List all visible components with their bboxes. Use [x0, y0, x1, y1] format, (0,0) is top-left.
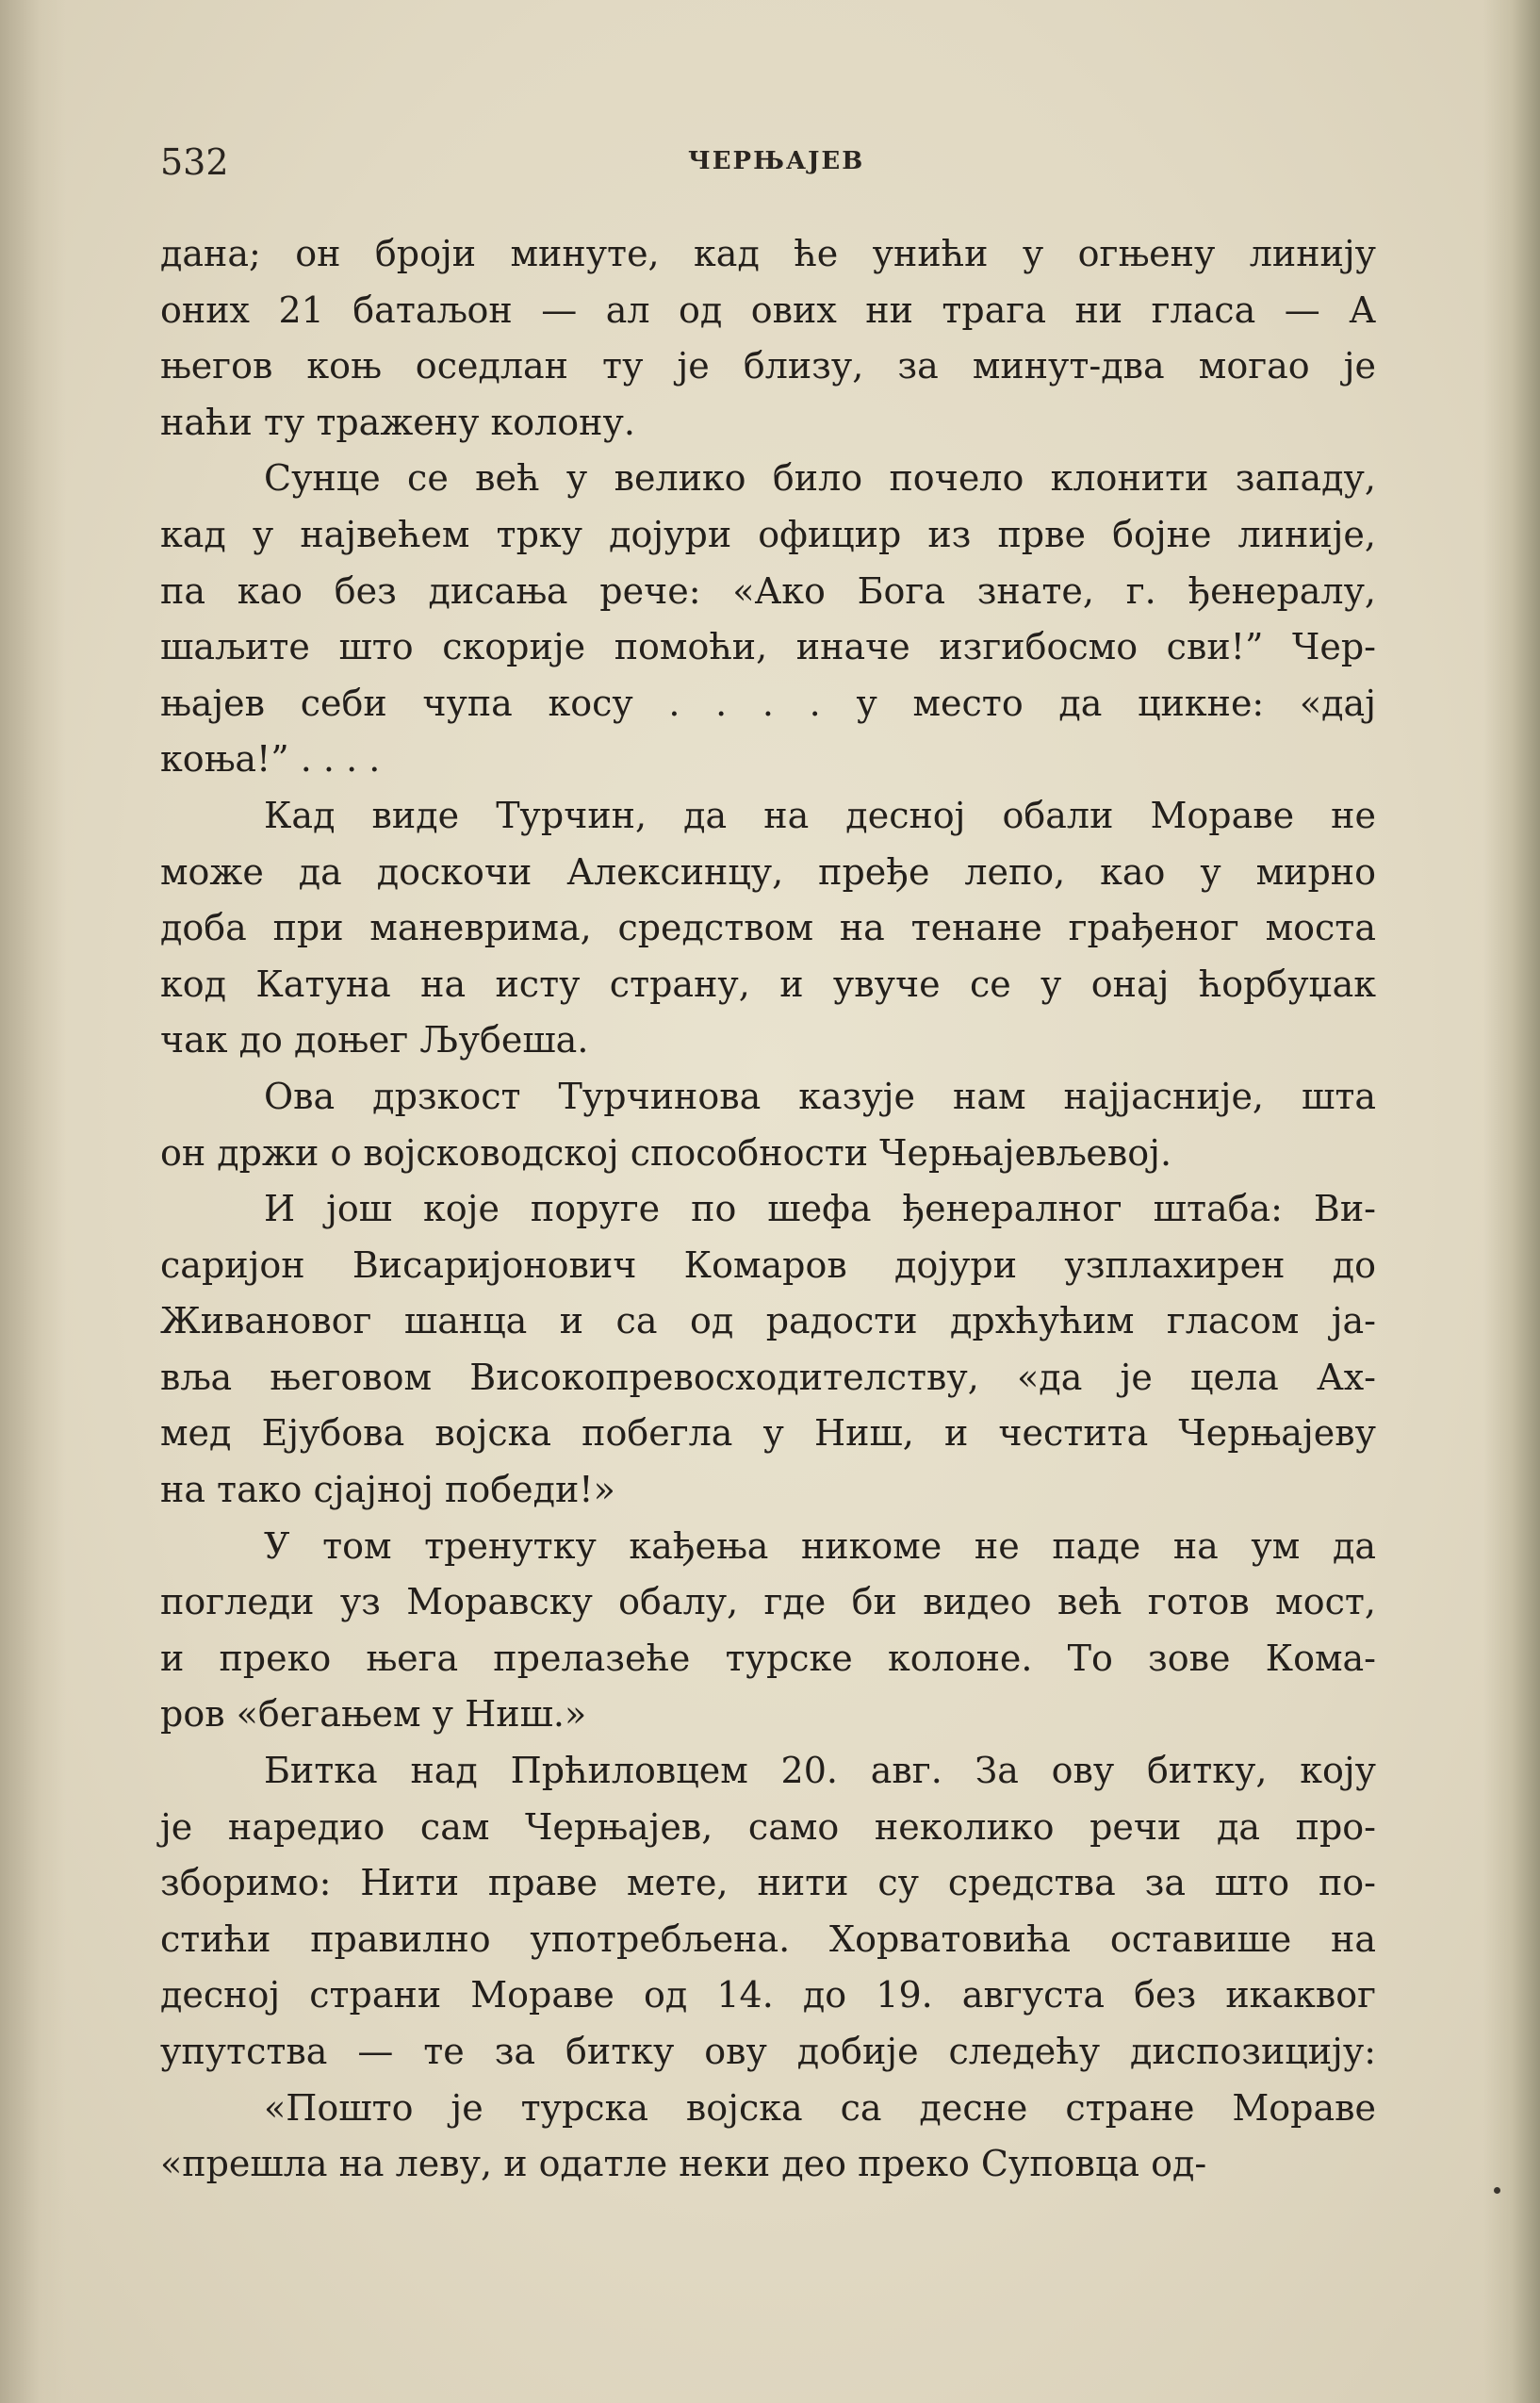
text-line: оних 21 батаљон — ал од ових ни трага ни гласа — А [160, 288, 1376, 331]
text-line: саријон Висаријонович Комаров дојури узплахирен до [160, 1243, 1376, 1286]
text-line: кад у највећем трку дојури официр из прве бојне линије, [160, 513, 1376, 555]
binding-shadow [0, 0, 66, 2403]
text-line: Живановог шанца и са од радости дрхћућим гласом ја- [160, 1300, 1376, 1342]
text-line: чак до доњег Љубеша. [160, 1019, 589, 1062]
text-line: зборимо: Нити праве мете, нити су средства за што по- [160, 1862, 1376, 1904]
text-line: његов коњ оседлан ту је близу, за минут-два могао је [160, 345, 1376, 387]
page-number: 532 [160, 141, 229, 183]
text-line: њајев себи чупа косу . . . . у место да цикне: «дај [160, 682, 1376, 724]
text-line: погледи уз Моравску обалу, где би видео већ готов мост, [160, 1581, 1376, 1623]
text-line: код Катуна на исту страну, и увуче се у онај ћорбуџак [160, 963, 1376, 1005]
text-line: Битка над Прћиловцем 20. авг. За ову битку, коју [264, 1750, 1376, 1792]
text-line: наћи ту тражену колону. [160, 401, 635, 443]
text-line: Кад виде Турчин, да на десној обали Мораве не [264, 794, 1376, 836]
text-line: «прешла на леву, и одатле неки део преко Суповца од- [160, 2143, 1207, 2185]
text-line: дана; он броји минуте, кад ће унићи у огњену линију [160, 233, 1376, 274]
text-line: је наредио сам Черњајев, само неколико речи да про- [160, 1805, 1376, 1848]
running-head: ЧЕРЊАЈЕВ [688, 147, 865, 175]
text-line: ров «бегањем у Ниш.» [160, 1693, 587, 1736]
text-line: И још које поруге по шефа ђенералног штаба: Ви- [264, 1188, 1376, 1230]
text-line: доба при маневрима, средством на тенане грађеног моста [160, 907, 1376, 949]
text-line: може да доскочи Алексинцу, пређе лепо, као у мирно [160, 850, 1376, 893]
text-line: стићи правилно употребљена. Хорватовића оставише на [160, 1917, 1376, 1960]
text-line: Ова дрзкост Турчинова казује нам најјасније, шта [264, 1075, 1376, 1117]
text-line: па као без дисања рече: «Ако Бога знате, г. ђенералу, [160, 569, 1376, 612]
print-speck [1494, 2187, 1500, 2194]
body-text [160, 226, 1376, 2193]
page-header [160, 141, 1385, 198]
text-line: шаљите што скорије помоћи, иначе изгибосмо сви!” Чер- [160, 626, 1376, 668]
text-line: Сунце се већ у велико било почело клонити западу, [264, 457, 1376, 500]
text-line: коња!” . . . . [160, 738, 381, 781]
text-line: мед Ејубова војска побегла у Ниш, и честита Черњајеву [160, 1412, 1376, 1455]
text-line: «Пошто је турска војска са десне стране Мораве [264, 2086, 1376, 2129]
text-line: и преко њега прелазеће турске колоне. То зове Кома- [160, 1637, 1376, 1679]
text-line: У том тренутку кађења никоме не паде на ум да [264, 1524, 1376, 1567]
text-line: десној страни Мораве од 14. до 19. августа без икаквог [160, 1974, 1376, 2016]
text-line: на тако сјајној победи!» [160, 1469, 615, 1511]
text-line: упутства — те за битку ову добије следећу диспозицију: [160, 2031, 1376, 2072]
page-edge-shadow [1483, 0, 1540, 2403]
text-line: вља његовом Високопревосходителству, «да је цела Ах- [160, 1356, 1376, 1398]
text-line: он држи о војсководској способности Черњајевљевој. [160, 1131, 1172, 1174]
